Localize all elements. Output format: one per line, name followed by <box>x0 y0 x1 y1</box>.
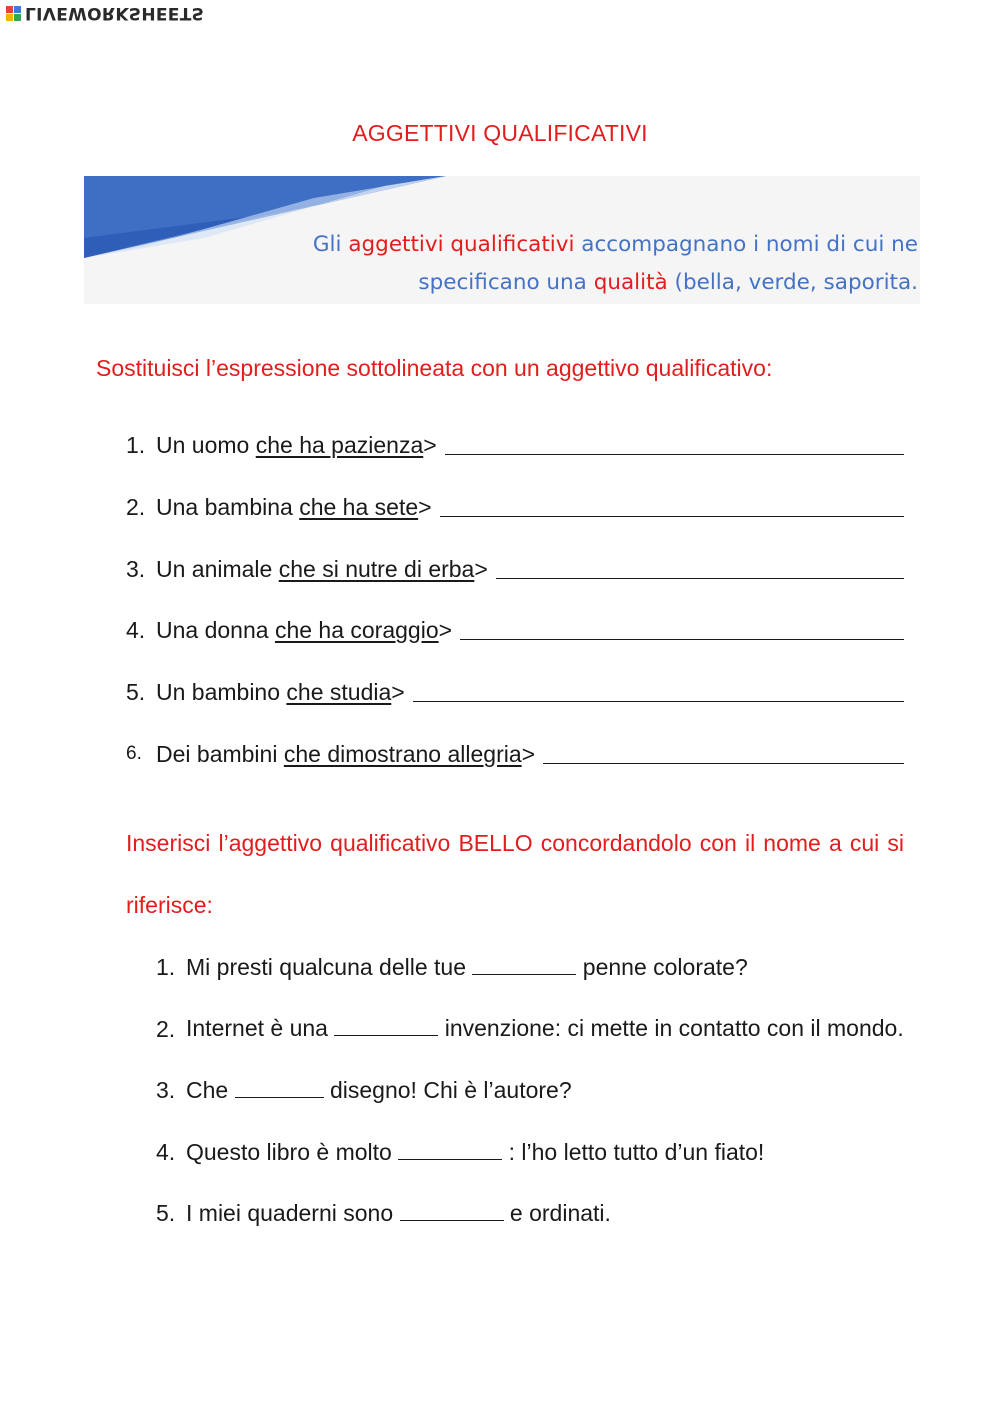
definition-highlight: aggettivi qualificativi <box>348 232 575 257</box>
exercise-1-item <box>126 430 904 492</box>
exercise-2-item <box>156 1075 906 1105</box>
sentence-start: Mi presti qualcuna delle tue <box>186 954 473 980</box>
item-arrow: > <box>418 493 432 520</box>
sentence-end: : l’ho letto tutto d’un fiato! <box>502 1138 765 1165</box>
sentence-start: Che <box>186 1077 235 1104</box>
sentence-end: penne colorate? <box>576 954 748 980</box>
definition-text-part: accompagnano i nomi di cui ne <box>574 232 918 257</box>
item-arrow: > <box>474 555 488 582</box>
exercise-2-item <box>156 1198 906 1228</box>
item-arrow: > <box>423 432 437 458</box>
answer-blank[interactable] <box>472 952 576 975</box>
underlined-expression: che ha pazienza <box>255 432 424 458</box>
answer-blank[interactable] <box>445 430 904 455</box>
exercise-1-item <box>126 554 904 616</box>
item-number: 3. <box>156 1077 176 1104</box>
exercise-1-item <box>126 492 904 554</box>
answer-blank[interactable] <box>398 1137 502 1160</box>
item-text: Una bambina <box>156 493 293 520</box>
exercise-1-item <box>126 615 904 677</box>
item-number: 5. <box>126 679 146 706</box>
exercise-1-instruction: Sostituisci l’espressione sottolineata con un aggettivo qualificativo: <box>96 355 773 381</box>
liveworksheets-logo <box>6 3 204 23</box>
exercise-1-item <box>126 739 904 801</box>
page-title: AGGETTIVI QUALIFICATIVI <box>352 120 648 146</box>
definition-line-1 <box>313 226 918 264</box>
item-number: 3. <box>126 555 146 582</box>
underlined-expression: che studia <box>286 679 392 706</box>
item-arrow: > <box>438 617 453 644</box>
exercise-1-list <box>126 430 904 801</box>
logo-squares-icon <box>6 6 21 21</box>
item-arrow: > <box>391 679 405 706</box>
underlined-expression: che ha coraggio <box>274 617 439 644</box>
item-text: Un bambino <box>156 679 281 706</box>
item-arrow: > <box>521 740 536 767</box>
exercise-1-item <box>126 677 904 739</box>
definition-text-part: (bella, verde, saporita. <box>667 270 918 295</box>
answer-blank[interactable] <box>496 554 904 579</box>
sentence-end: disegno! Chi è l’autore? <box>323 1077 572 1104</box>
item-sentence <box>186 1198 906 1228</box>
exercise-2-list <box>156 952 906 1260</box>
answer-blank[interactable] <box>460 615 904 640</box>
item-number: 2. <box>126 493 146 520</box>
definition-highlight: qualità <box>593 270 668 295</box>
answer-blank[interactable] <box>440 492 904 517</box>
exercise-2-item <box>156 1014 906 1060</box>
underlined-expression: che ha sete <box>299 493 419 520</box>
item-sentence <box>186 1137 906 1167</box>
item-number: 6. <box>126 742 142 764</box>
underlined-expression: che si nutre di erba <box>278 555 475 582</box>
sentence-end: invenzione: ci mette in contatto con il mondo. <box>438 1014 904 1041</box>
definition-text <box>313 226 918 302</box>
logo-text: LIVEWORKSHEETS <box>25 3 205 23</box>
definition-text-part: Gli <box>312 232 349 257</box>
item-number: 5. <box>156 1200 176 1227</box>
answer-blank[interactable] <box>413 677 904 702</box>
item-text: Una donna <box>156 617 269 644</box>
answer-blank[interactable] <box>543 739 904 764</box>
answer-blank[interactable] <box>334 1013 438 1036</box>
exercise-2-item <box>156 952 906 982</box>
sentence-start: Questo libro è molto <box>186 1138 399 1165</box>
sentence-start: I miei quaderni sono <box>186 1200 400 1227</box>
answer-blank[interactable] <box>400 1198 504 1221</box>
underlined-expression: che dimostrano allegria <box>283 740 522 767</box>
item-number: 2. <box>156 1015 176 1042</box>
definition-text-part: specificano una <box>418 270 594 295</box>
definition-banner <box>84 176 920 304</box>
item-number: 4. <box>156 1138 176 1165</box>
exercise-2-instruction: Inserisci l’aggettivo qualificativo BELLO concordandolo con il nome a cui si riferisce: <box>126 830 904 918</box>
item-number: 1. <box>156 954 176 980</box>
item-sentence <box>186 998 906 1060</box>
item-number: 4. <box>126 617 146 644</box>
item-text: Un uomo <box>156 432 250 458</box>
answer-blank[interactable] <box>235 1075 324 1098</box>
item-number: 1. <box>126 432 146 458</box>
sentence-start: Internet è una <box>186 1014 335 1041</box>
definition-line-2 <box>313 264 918 302</box>
item-text: Dei bambini <box>156 740 278 767</box>
item-sentence <box>186 1075 906 1105</box>
item-text: Un animale <box>156 555 273 582</box>
exercise-2-item <box>156 1137 906 1167</box>
sentence-end: e ordinati. <box>503 1200 611 1227</box>
item-sentence <box>186 952 906 982</box>
